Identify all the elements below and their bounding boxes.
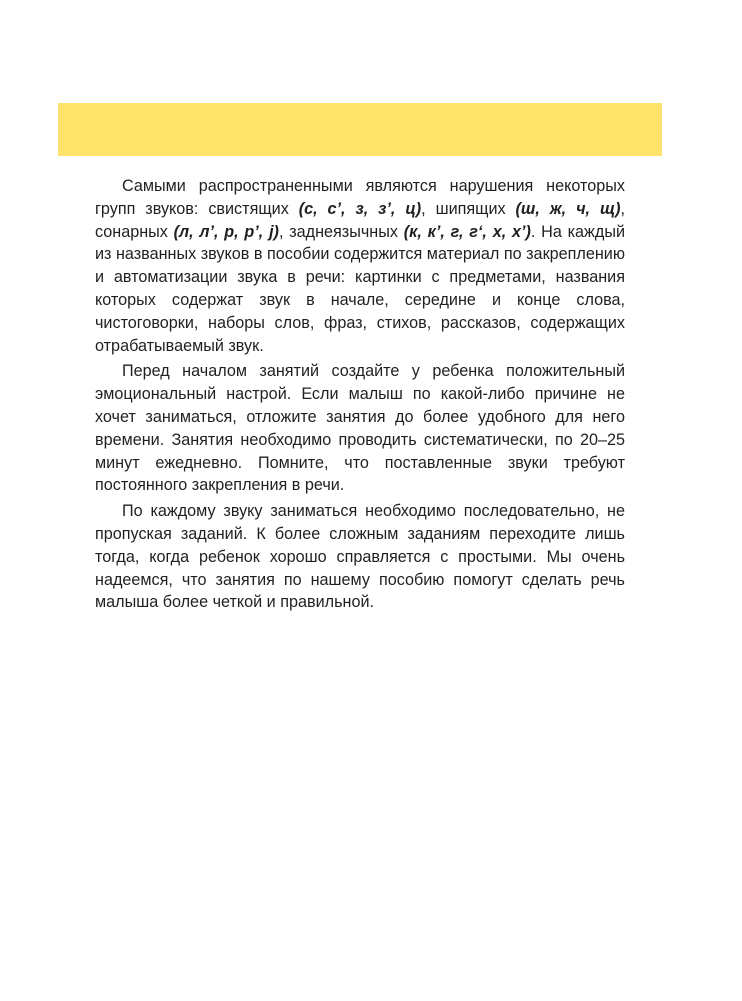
paragraph-before-lessons — [95, 360, 625, 497]
paragraph-sequence — [95, 500, 625, 614]
paragraph-speech-disorders — [95, 175, 625, 357]
text-segment: , сонарных — [95, 199, 625, 241]
text-segment: , шипящих — [421, 199, 516, 218]
yellow-header-band — [58, 103, 662, 156]
text-segment: Самыми распространенными являются нарушения некоторых групп звуков: свистящих — [95, 177, 625, 218]
body-text — [95, 175, 625, 614]
whistling-sounds: (с, с’, з, з’, ц) — [298, 199, 422, 218]
sonorant-sounds: (л, л’, р, р’, j) — [173, 222, 279, 241]
back-lingual-sounds: (к, к’, г, г‘, х, х’) — [403, 222, 531, 241]
text-segment: По каждому звуку заниматься необходимо последовательно, не пропуская заданий. К более сложным заданиям переходите лишь тогда, когда ребенок хорошо справляется с простыми. Мы очень надеемся, что занятия по нашему пособию помогут сделать речь малыша более четкой и правильной. — [95, 502, 625, 612]
text-segment: , заднеязычных — [278, 222, 404, 241]
hissing-sounds: (ш, ж, ч, щ) — [515, 199, 621, 218]
text-segment: Перед началом занятий создайте у ребенка положительный эмоциональный настрой. Если малыш по какой-либо причине не хочет заниматься, отложите занятия до более удобного для него времени. Занятия необходимо проводить систематически, по 20–25 минут ежедневно. Помните, что поставленные звуки требуют постоянного закрепления в речи. — [95, 362, 625, 495]
text-segment: . На каждый из названных звуков в пособии содержится материал по закреплению и автоматизации звука в речи: картинки с предметами, названия которых содержат звук в начале, середине и конце слова, чистоговорки, наборы слов, фраз, стихов, рассказов, содержащих отрабатываемый звук. — [95, 222, 626, 355]
